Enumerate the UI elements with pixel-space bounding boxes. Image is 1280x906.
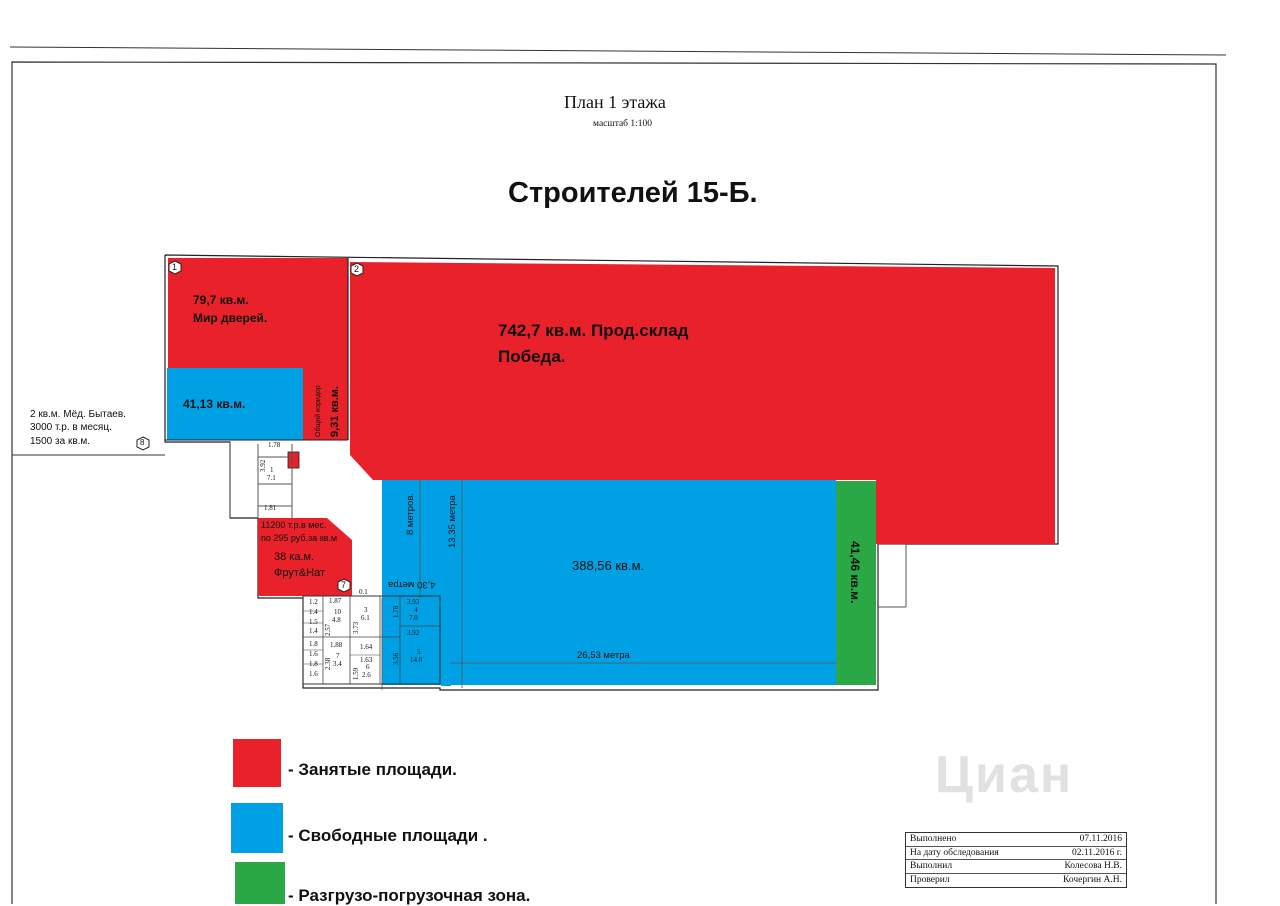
small-dim: 1.78 <box>392 605 400 618</box>
small-dim: 0.1 <box>359 588 368 596</box>
small-dim: 1.4 <box>309 627 318 635</box>
small-dim: 4.8 <box>332 616 341 624</box>
stamp-row <box>906 833 1126 847</box>
small-dim: 1.8 <box>309 640 318 648</box>
small-dim: 1.4 <box>309 608 318 616</box>
room-1-area: 79,7 кв.м. <box>193 293 249 307</box>
corridor-occupied <box>303 368 348 440</box>
stamp-row <box>906 860 1126 874</box>
small-dim: 3.93 <box>407 598 420 606</box>
small-dim: 2.38 <box>324 657 332 670</box>
small-dim: 1.64 <box>360 643 373 651</box>
legend-swatch-free <box>231 803 283 853</box>
marker-2-label: 2 <box>354 264 360 274</box>
top-border-line <box>10 47 1226 55</box>
small-dim: 1.63 <box>360 656 373 664</box>
small-dim: 1 <box>270 466 274 474</box>
small-dim: 10 <box>334 608 341 616</box>
address-title: Строителей 15-Б. <box>508 177 758 209</box>
small-dim: 1.2 <box>309 598 318 606</box>
small-dim: 1.8 <box>309 660 318 668</box>
stamp-row <box>906 847 1126 861</box>
small-dim: 1.5 <box>309 618 318 626</box>
loading-area: 41,46 кв.м. <box>848 541 862 604</box>
stamp-done-label: Выполнено <box>910 834 957 844</box>
legend-swatch-loading <box>235 862 285 904</box>
room-2-tenant: Победа. <box>498 347 566 366</box>
legend-label-free: - Свободные площади . <box>288 826 488 845</box>
small-dim: 4 <box>414 606 418 614</box>
small-dim: 1.59 <box>352 667 360 680</box>
small-dim: 6.1 <box>361 614 370 622</box>
room-1-tenant: Мир дверей. <box>193 311 268 325</box>
side-note-line3: 1500 за кв.м. <box>30 436 91 447</box>
small-dim: 3 <box>364 606 368 614</box>
small-dim: 1.6 <box>309 650 318 658</box>
small-dim: 2.6 <box>362 671 371 679</box>
stamp-survey-date: 02.11.2016 г. <box>1072 847 1122 858</box>
plan-scale: масштаб 1:100 <box>593 119 653 129</box>
stamp-row <box>906 874 1126 887</box>
stamp-checked-name: Кочергин А.Н. <box>1062 874 1122 885</box>
room-7-rate: по 295 руб.за кв.м <box>261 533 338 543</box>
room-2-area: 742,7 кв.м. Прод.склад <box>498 321 689 340</box>
corridor-label: Общий коридор <box>315 385 322 437</box>
small-dim: 1.87 <box>329 597 342 605</box>
legend-swatch-occupied <box>233 739 281 787</box>
title-block <box>905 832 1127 888</box>
small-dim: 3.4 <box>333 660 342 668</box>
small-dim: 7.0 <box>409 614 418 622</box>
side-note-line2: 3000 т.р. в месяц. <box>30 422 112 433</box>
marker-1-label: 1 <box>172 262 178 272</box>
marker-8-label: 8 <box>140 438 145 447</box>
free-large-area: 388,56 кв.м. <box>572 558 645 573</box>
room-7-price: 11200 т.р.в мес. <box>261 520 327 530</box>
dim-8-meters: 8 метров. <box>405 492 416 535</box>
corridor-area: 9,31 кв.м. <box>329 386 341 437</box>
plan-title: План 1 этажа <box>564 92 666 112</box>
small-dim: 7 <box>336 652 340 660</box>
stamp-performed-name: Колесова Н.В. <box>1064 861 1122 871</box>
side-note-line1: 2 кв.м. Мёд. Бытаев. <box>30 409 126 420</box>
small-dim: 1.81 <box>264 504 277 512</box>
small-dim: 1.88 <box>330 641 343 649</box>
stamp-done-date: 07.11.2016 <box>1079 834 1122 844</box>
legend-label-occupied: - Занятые площади. <box>288 760 457 779</box>
legend-label-loading: - Разгрузо-погрузочная зона. <box>288 886 531 905</box>
room-8-occupied <box>288 452 299 468</box>
stamp-survey-label: На дату обследования <box>910 847 999 858</box>
small-dim: 1.6 <box>309 670 318 678</box>
small-dim: 3.92 <box>259 459 267 472</box>
small-dim: 3.56 <box>392 652 400 665</box>
room-7-area: 38 ка.м. <box>274 551 315 563</box>
room-7-tenant: Фрут&Нат <box>274 567 326 579</box>
free-area-large-extension <box>441 598 451 686</box>
dim-4-30: 4,30 метра <box>388 579 436 590</box>
free-small-area: 41,13 кв.м. <box>183 397 246 411</box>
marker-7-label: 7 <box>341 580 347 590</box>
small-dim: 6 <box>366 663 370 671</box>
stamp-performed-label: Выполнил <box>910 861 953 871</box>
small-dim: 1.78 <box>268 441 281 449</box>
small-dim: 2.57 <box>324 623 332 636</box>
small-dim: 3.92 <box>407 629 420 637</box>
dim-26-53: 26,53 метра <box>577 650 630 661</box>
dim-13-35: 13,35 метра <box>447 495 458 548</box>
small-dim: 3.73 <box>352 621 360 634</box>
small-dim: 5 <box>417 648 421 656</box>
watermark-logo: Циан <box>935 746 1074 804</box>
small-dim: 14.0 <box>410 656 423 664</box>
stamp-checked-label: Проверил <box>910 874 950 885</box>
small-dim: 7.1 <box>267 474 276 482</box>
